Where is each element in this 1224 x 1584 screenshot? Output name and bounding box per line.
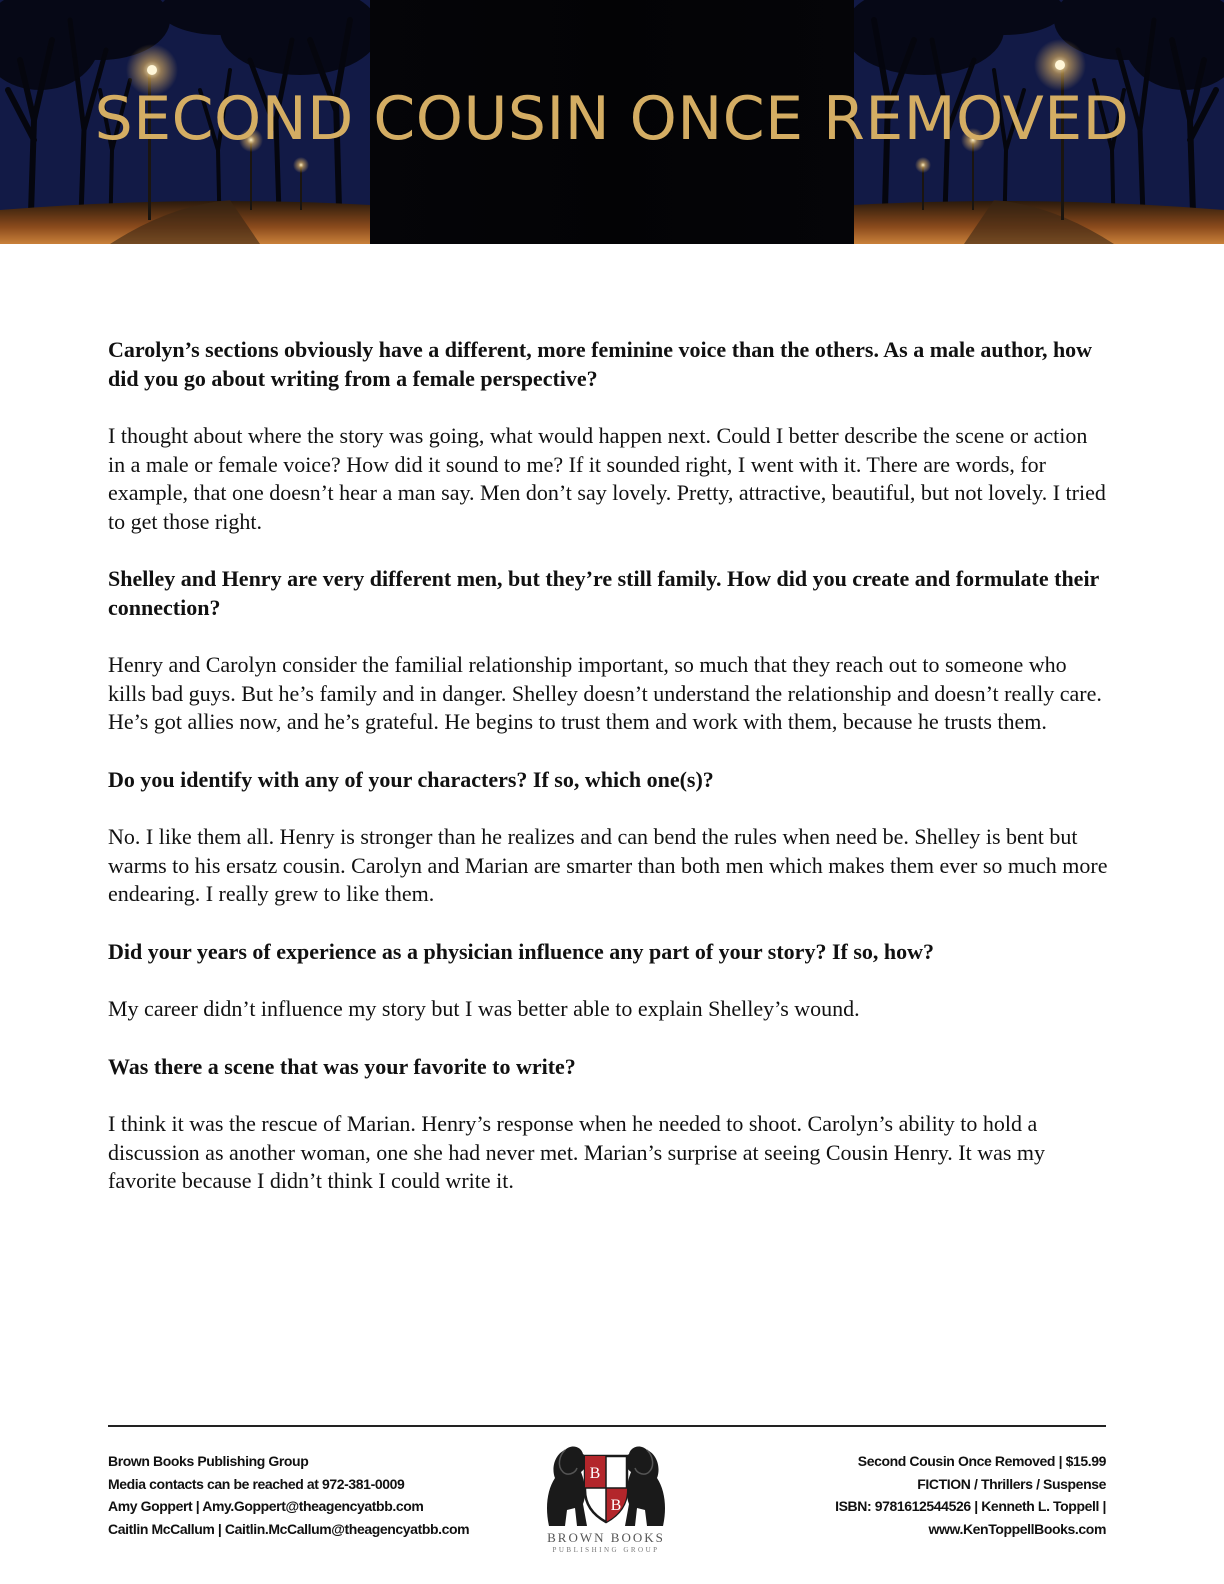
book-details bbox=[835, 1450, 1106, 1540]
book-title: SECOND COUSIN ONCE REMOVED bbox=[94, 84, 1130, 154]
header-banner bbox=[0, 0, 1224, 244]
book-genre: FICTION / Thrillers / Suspense bbox=[917, 1475, 1106, 1492]
interview-content bbox=[108, 336, 1108, 1225]
lions-shield-crest-icon bbox=[541, 1438, 671, 1530]
question-3: Do you identify with any of your characters? If so, which one(s)? bbox=[108, 766, 714, 792]
question-5: Was there a scene that was your favorite to write? bbox=[108, 1053, 576, 1079]
contact-caitlin-mccallum: Caitlin McCallum | Caitlin.McCallum@theagencyatbb.com bbox=[108, 1520, 470, 1537]
footer-divider bbox=[108, 1425, 1106, 1427]
question-1: Carolyn’s sections obviously have a different, more feminine voice than the others. As a male author, how did you go about writing from a female perspective? bbox=[108, 337, 1093, 391]
media-contact-phone: Media contacts can be reached at 972-381-0009 bbox=[108, 1475, 405, 1492]
answer-5: I think it was the rescue of Marian. Henry’s response when he needed to shoot. Carolyn’s ability to hold a discussion as another woman, one she had never met. Marian’s surprise at seeing Cousin Henry. It was my favorite because I didn’t think I could write it. bbox=[108, 1111, 1046, 1193]
question-4: Did your years of experience as a physician influence any part of your story? If so, how? bbox=[108, 938, 935, 964]
publisher-contact-info bbox=[108, 1450, 469, 1540]
publisher-name: Brown Books Publishing Group bbox=[108, 1453, 309, 1469]
answer-4: My career didn’t influence my story but I was better able to explain Shelley’s wound. bbox=[108, 996, 860, 1021]
shield-letter-bottom: B bbox=[610, 1497, 622, 1514]
book-isbn-author: ISBN: 9781612544526 | Kenneth L. Toppell | bbox=[835, 1498, 1106, 1514]
brown-books-logo bbox=[540, 1438, 672, 1578]
answer-1: I thought about where the story was going, what would happen next. Could I better describe the scene or action in a male or female voice? How did it sound to me? If it sounded right, I went with it. There are words, for example, that one doesn’t hear a man say. Men don’t say lovely. Pretty, attractive, beautiful, but not lovely. I tried to get those right. bbox=[108, 423, 1106, 534]
logo-name: BROWN BOOKS bbox=[547, 1530, 665, 1545]
question-2: Shelley and Henry are very different men, but they’re still family. How did you create and formulate their connection? bbox=[108, 566, 1099, 620]
book-title-price: Second Cousin Once Removed | $15.99 bbox=[857, 1453, 1106, 1469]
shield-letter-top: B bbox=[589, 1465, 601, 1482]
answer-3: No. I like them all. Henry is stronger than he realizes and can bend the rules when need be. Shelley is bent but warms to his ersatz cousin. Carolyn and Marian are smarter than both men which makes them ever so much more endearing. I really grew to like them. bbox=[108, 824, 1108, 906]
contact-amy-goppert: Amy Goppert | Amy.Goppert@theagencyatbb.com bbox=[108, 1498, 424, 1514]
answer-2: Henry and Carolyn consider the familial relationship important, so much that they reach out to someone who kills bad guys. But he’s family and in danger. Shelley doesn’t understand the relationship and doesn’t really care. He’s got allies now, and he’s grateful. He begins to trust them and work with them, because he trusts them. bbox=[108, 652, 1102, 734]
author-website: www.KenToppellBooks.com bbox=[928, 1520, 1106, 1537]
logo-subtitle: PUBLISHING GROUP bbox=[552, 1546, 660, 1554]
